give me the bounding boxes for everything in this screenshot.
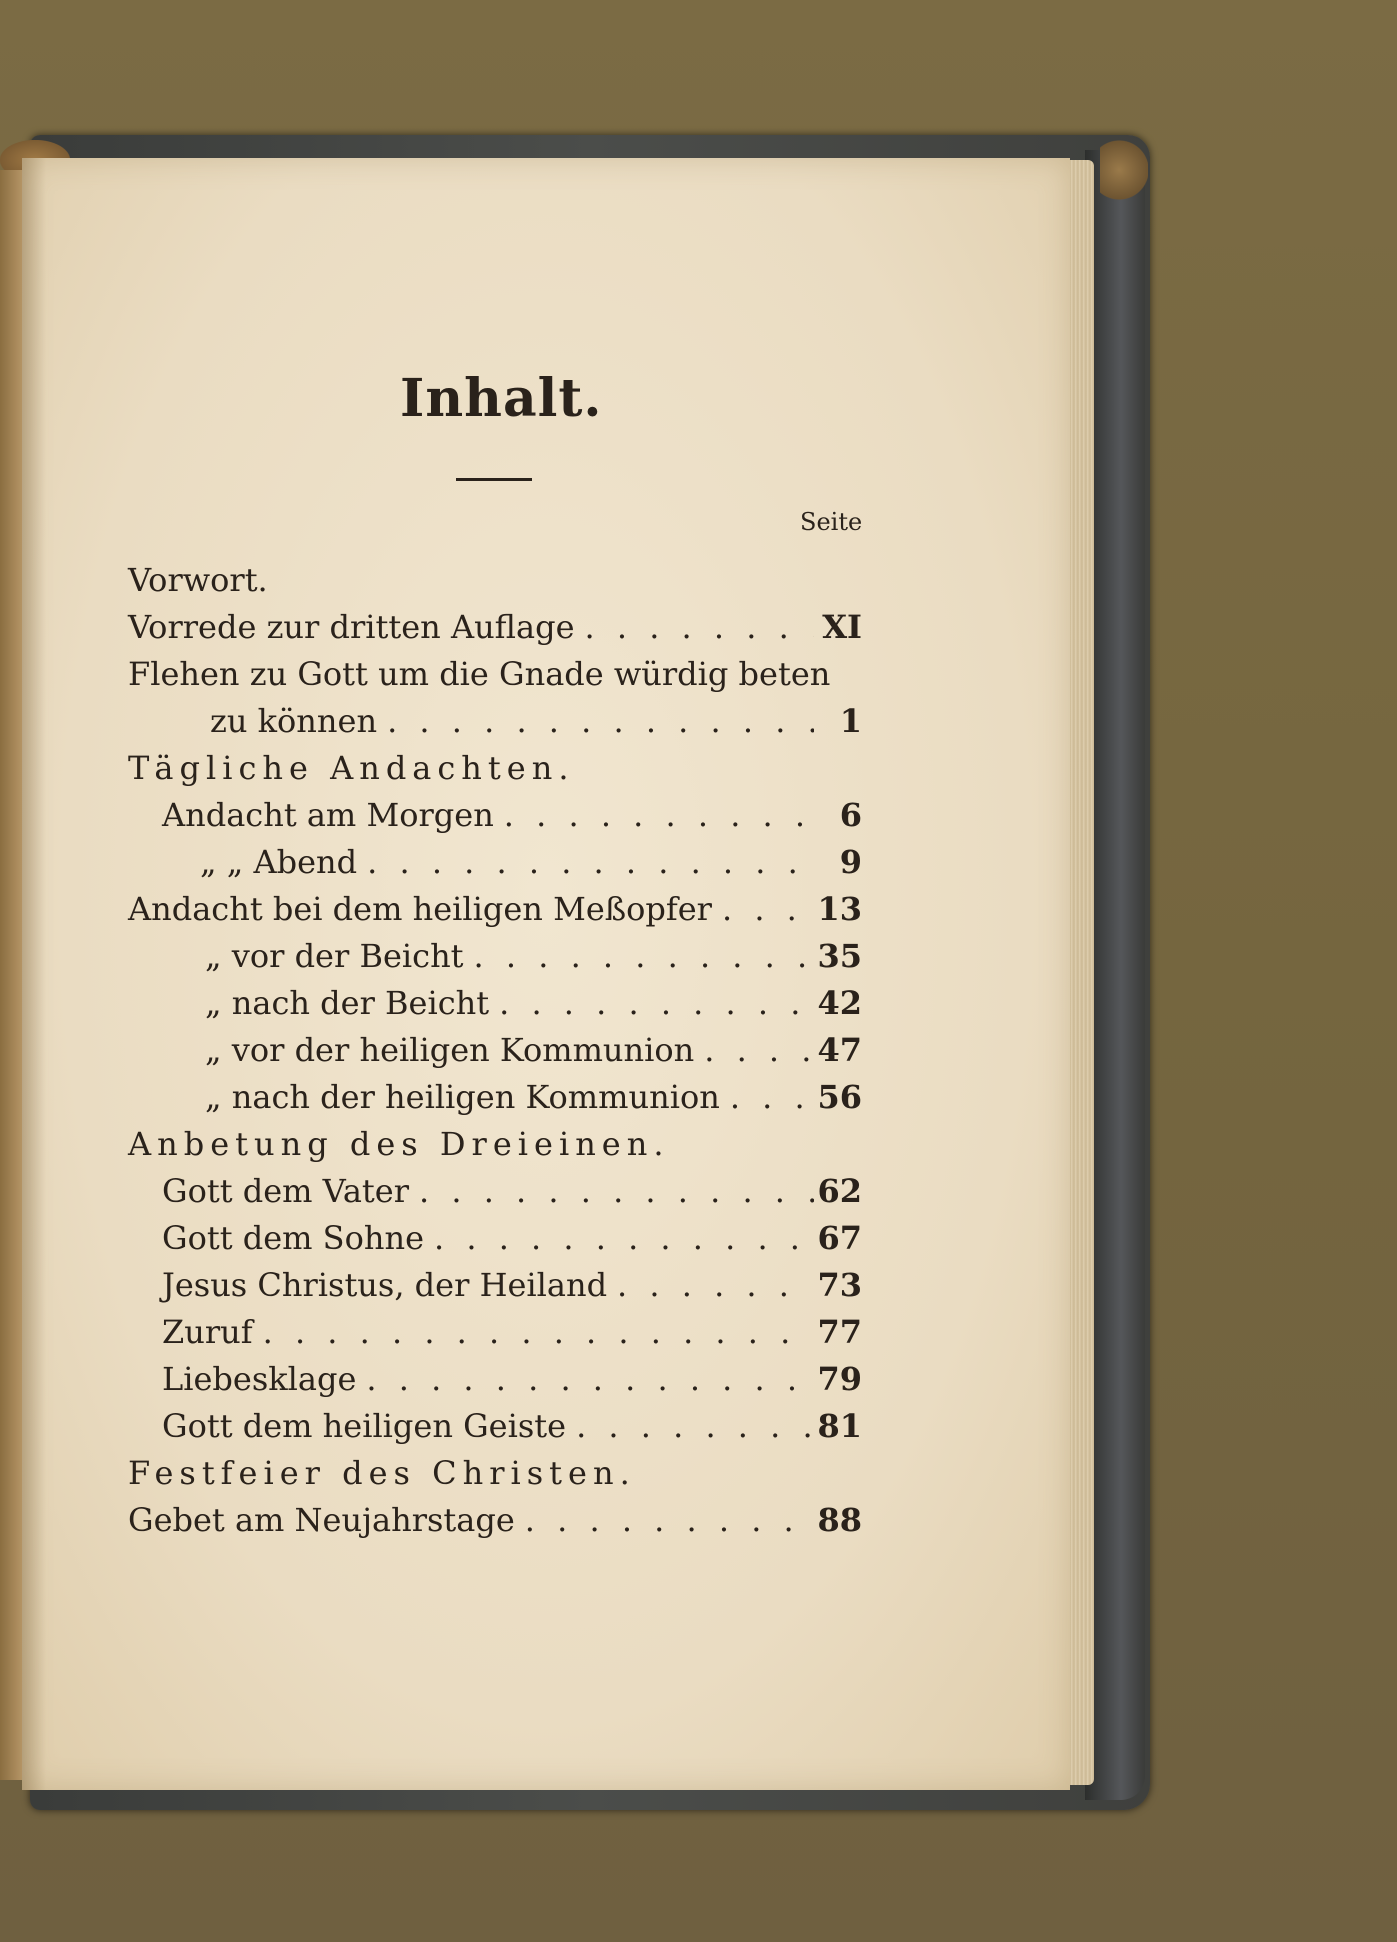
toc-entry-page: 81: [817, 1407, 862, 1445]
toc-entry-page: XI: [822, 608, 862, 646]
leader-dots: [607, 1261, 814, 1309]
leader-dots: [712, 885, 814, 933]
toc-entry-page: 42: [817, 984, 862, 1022]
toc-entry-page: 88: [817, 1501, 862, 1539]
toc-entry: [205, 1073, 862, 1121]
toc-entry-page: 47: [817, 1031, 862, 1069]
toc-entry: [162, 1167, 862, 1215]
toc-entry-label: „ nach der heiligen Kommunion: [205, 1078, 720, 1116]
toc-entry: [128, 885, 862, 933]
toc-entry-page: 79: [817, 1360, 862, 1398]
toc-entry-page: 13: [817, 890, 862, 928]
leader-dots: [377, 697, 814, 745]
toc-entry-label: „ vor der heiligen Kommunion: [205, 1031, 695, 1069]
toc-entry-page: 73: [817, 1266, 862, 1304]
toc-entry: [162, 791, 862, 839]
toc-entry-label: „ vor der Beicht: [205, 937, 464, 975]
toc-entry-page: 9: [839, 843, 862, 881]
toc-entry-label: Tägliche Andachten.: [128, 749, 575, 787]
toc-entry: [162, 1308, 862, 1356]
toc-entry-label: „ nach der Beicht: [205, 984, 490, 1022]
toc-entry-page: 77: [817, 1313, 862, 1351]
toc-entry: [128, 650, 862, 698]
toc-entry: [162, 1355, 862, 1403]
toc-entry: [205, 979, 862, 1027]
leader-dots: [575, 603, 814, 651]
leader-dots: [566, 1402, 814, 1450]
toc-entry: [128, 603, 862, 651]
leader-dots: [494, 791, 814, 839]
leader-dots: [424, 1214, 814, 1262]
toc-entry-label: zu können: [210, 702, 378, 740]
toc-entry-page: 62: [817, 1172, 862, 1210]
page-column-header: Seite: [800, 508, 863, 536]
title-divider: [456, 478, 532, 481]
toc-entry-label: Anbetung des Dreieinen.: [128, 1125, 670, 1163]
toc-entry-label: Gebet am Neujahrstage: [128, 1501, 515, 1539]
toc-section-heading: [128, 1449, 862, 1497]
toc-entry: [205, 1026, 862, 1074]
toc-entry-label: Andacht bei dem heiligen Meßopfer: [128, 890, 712, 928]
toc-entry: [205, 932, 862, 980]
toc-section-heading: [128, 744, 862, 792]
toc-entry: [162, 1402, 862, 1450]
toc-entry-label: Andacht am Morgen: [162, 796, 494, 834]
leader-dots: [253, 1308, 814, 1356]
toc-entry-label: Vorwort.: [128, 561, 268, 599]
leader-dots: [356, 1355, 814, 1403]
toc-entry: [128, 1496, 862, 1544]
toc-entry: [162, 1214, 862, 1262]
toc-entry: [162, 1261, 862, 1309]
toc-entry-label: Flehen zu Gott um die Gnade würdig beten: [128, 655, 831, 693]
toc-entry-page: 6: [839, 796, 862, 834]
leader-dots: [489, 979, 814, 1027]
toc-entry-page: 56: [817, 1078, 862, 1116]
toc-entry: [200, 838, 862, 886]
leader-dots: [720, 1073, 814, 1121]
leader-dots: [515, 1496, 814, 1544]
toc-entry-label: „ „ Abend: [200, 843, 358, 881]
toc-entry-label: Gott dem heiligen Geiste: [162, 1407, 567, 1445]
leader-dots: [694, 1026, 814, 1074]
toc-entry-label: Liebesklage: [162, 1360, 357, 1398]
page-title: Inhalt.: [400, 368, 603, 429]
toc-entry-label: Vorrede zur dritten Auflage: [128, 608, 575, 646]
toc-entry-label: Jesus Christus, der Heiland: [162, 1266, 608, 1304]
leader-dots: [464, 932, 814, 980]
toc-entry-label: Gott dem Vater: [162, 1172, 409, 1210]
leader-dots: [409, 1167, 814, 1215]
toc-section-heading: [128, 1120, 862, 1168]
toc-entry-page: 1: [839, 702, 862, 740]
toc-entry-label: Gott dem Sohne: [162, 1219, 424, 1257]
toc-entry: [210, 697, 862, 745]
leader-dots: [357, 838, 814, 886]
toc-entry: [128, 556, 862, 604]
toc-entry-label: Zuruf: [162, 1313, 253, 1351]
toc-entry-page: 35: [817, 937, 862, 975]
toc-entry-page: 67: [817, 1219, 862, 1257]
toc-entry-label: Festfeier des Christen.: [128, 1454, 636, 1492]
